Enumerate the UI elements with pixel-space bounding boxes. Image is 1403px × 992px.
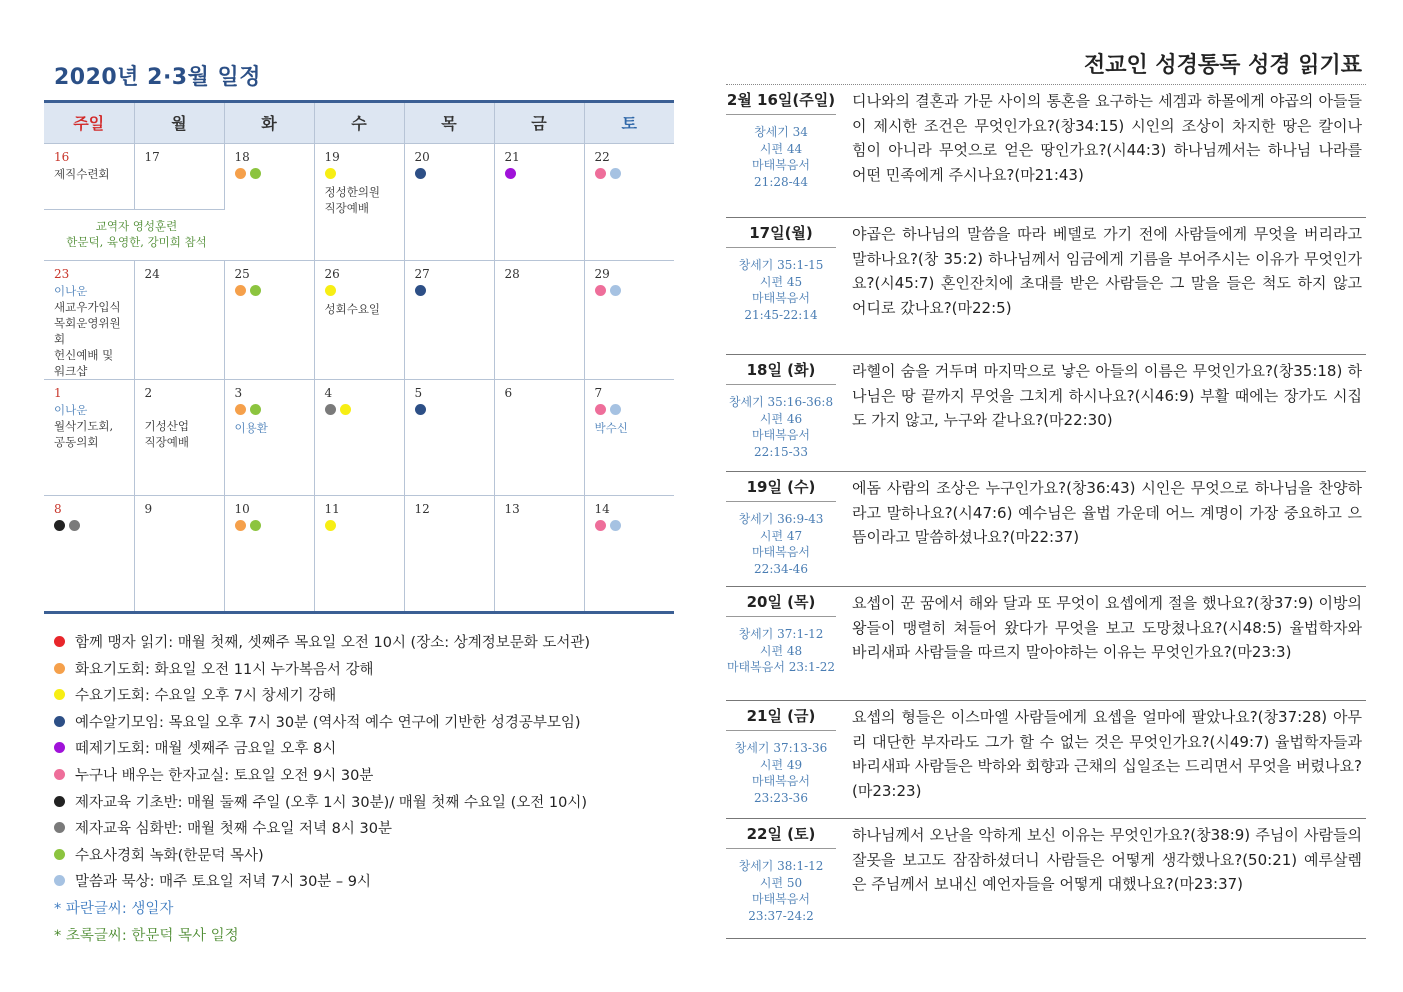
legend-item-text: 누구나 배우는 한자교실: 토요일 오전 9시 30분 (75, 767, 374, 784)
reading-section (726, 50, 1366, 939)
reading-ref-line: 마태복음서 (752, 428, 810, 442)
calendar-table (44, 103, 674, 611)
event-dots (595, 283, 669, 301)
reading-ref-line: 창세기 34 (754, 125, 808, 139)
calendar-day-cell (44, 379, 134, 495)
event-text: 제직수련회 (54, 166, 110, 181)
day-number: 24 (144, 266, 160, 281)
weekday-wed: 수 (314, 103, 404, 143)
calendar-day-cell (134, 379, 224, 495)
yellow-dot-icon (325, 168, 336, 179)
reading-refs (726, 849, 836, 924)
calendar-day-cell (314, 260, 404, 379)
event-text: 정성한의원 (324, 184, 381, 199)
event-dots (415, 283, 488, 301)
event-dots (235, 518, 308, 536)
legend-note-blue: * 파란글씨: 생일자 (54, 900, 174, 917)
reading-ref-line: 21:45-22:14 (744, 307, 818, 322)
event-text: 새교우가입식 (54, 299, 121, 314)
orange-dot-icon (235, 168, 246, 179)
reading-questions: 하나님께서 오난을 악하게 보신 이유는 무엇인가요?(창38:9) 주님이 사람들의 잘못을 보고도 잠잠하셨더니 사람들은 어떻게 생각했나요?(50:21) 예루살렘은 주님께서 보내신 예언자들을 어떻게 대했나요?(마23:37) (852, 826, 1362, 893)
legend-item-text: 화요기도회: 화요일 오전 11시 누가복음서 강해 (75, 661, 374, 678)
pink-dot-icon (595, 285, 606, 296)
reading-ref-line: 시편 48 (759, 643, 803, 658)
event-text: 공동의회 (54, 434, 99, 449)
yellow-dot-icon (325, 285, 336, 296)
reading-entry-left (726, 819, 842, 938)
green-dot-icon (250, 404, 261, 415)
reading-ref-line: 시편 47 (759, 528, 803, 543)
legend-item (54, 763, 674, 790)
span-event-line: 한문덕, 육영한, 강미희 참석 (66, 234, 207, 249)
lightblue-dot-icon (610, 404, 621, 415)
navy-dot-icon (415, 404, 426, 415)
weekday-sun: 주일 (44, 103, 134, 143)
calendar-day-cell (584, 143, 674, 260)
event-text: 직장예배 (324, 200, 369, 215)
calendar-day-cell (314, 495, 404, 611)
navy-dot-icon (415, 285, 426, 296)
event-dots (235, 166, 308, 184)
black-dot-icon (54, 520, 65, 531)
legend-item-text: 제자교육 심화반: 매월 첫째 수요일 저녁 8시 30분 (75, 821, 392, 838)
legend-item (54, 736, 674, 763)
event-text: 목회운영위원회 (54, 315, 121, 346)
reading-entry (726, 701, 1366, 819)
reading-entry-left (726, 701, 842, 818)
reading-ref-line: 마태복음서 (752, 545, 810, 559)
pink-dot-icon (595, 520, 606, 531)
reading-ref-line: 마태복음서 (752, 774, 810, 788)
reading-questions: 라헬이 숨을 거두며 마지막으로 낳은 아들의 이름은 무엇인가요?(창35:18) 하나님은 땅 끝까지 무엇을 그치게 하시나요?(시46:9) 부활 때에는 장가도 시집도 가지 않고, 누구와 같나요?(마22:30) (852, 362, 1362, 429)
legend-item (54, 843, 674, 870)
event-text: 기성산업 (144, 418, 189, 433)
legend-item (54, 630, 674, 657)
reading-entries (726, 85, 1366, 939)
reading-ref-line: 23:37-24:2 (748, 908, 814, 923)
calendar-day-cell (404, 260, 494, 379)
day-number: 10 (234, 501, 250, 516)
reading-refs (726, 731, 836, 806)
legend-item-text: 떼제기도회: 매월 셋째주 금요일 오후 8시 (75, 741, 337, 758)
reading-questions: 에돔 사람의 조상은 누구인가요?(창36:43) 시인은 무엇으로 하나님을 찬양하라고 말하나요?(시47:6) 예수님은 율법 가운데 어느 계명이 가장 중요하고 으뜸이라고 말씀하셨나요?(마22:37) (852, 479, 1362, 546)
event-text: 헌신예배 및 (54, 347, 114, 362)
legend-item-text: 수요사경회 녹화(한문덕 목사) (75, 847, 264, 864)
day-number: 20 (414, 149, 430, 164)
green-dot-icon (250, 168, 261, 179)
calendar-day-cell (494, 260, 584, 379)
reading-ref-line: 23:23-36 (754, 790, 808, 805)
lightblue-dot-icon (610, 168, 621, 179)
legend-item (54, 869, 674, 896)
reading-title: 전교인 성경통독 성경 읽기표 (1083, 53, 1362, 78)
weekday-mon: 월 (134, 103, 224, 143)
reading-ref-line: 시편 46 (759, 411, 803, 426)
day-number: 16 (54, 149, 70, 164)
calendar-day-cell (404, 143, 494, 260)
day-number: 8 (54, 501, 62, 516)
reading-ref-line: 21:28-44 (754, 174, 808, 189)
day-number: 22 (594, 149, 610, 164)
calendar-section (44, 60, 674, 949)
event-dots (325, 283, 398, 301)
legend-item-text: 제자교육 기초반: 매월 둘째 주일 (오후 1시 30분)/ 매월 첫째 수요일 (오전 10시) (75, 794, 588, 811)
event-dots (54, 518, 128, 536)
calendar-day-cell (134, 260, 224, 379)
day-number: 11 (324, 501, 340, 516)
calendar-day-cell (44, 260, 134, 379)
yellow-dot-icon (340, 404, 351, 415)
day-number: 17 (144, 149, 160, 164)
legend (54, 630, 674, 949)
reading-ref-line: 22:34-46 (754, 561, 808, 576)
calendar-week-row (44, 260, 674, 379)
event-dots (325, 402, 398, 420)
reading-ref-line: 시편 50 (759, 875, 803, 890)
event-dots (325, 166, 398, 184)
weekday-sat: 토 (584, 103, 674, 143)
calendar-week-row (44, 495, 674, 611)
reading-questions: 야곱은 하나님의 말씀을 따라 베델로 가기 전에 사람들에게 무엇을 버리라고 말하나요?(창 35:2) 하나님께서 임금에게 기름을 부어주시는 이유가 무엇인가요?(시45:7) 혼인잔치에 초대를 받은 사람들은 그 말을 들은 척도 하지 않고 어디로 갔나요?(마22:5) (852, 225, 1362, 317)
event-text: 성회수요일 (324, 301, 381, 316)
gray-dot-icon (325, 404, 336, 415)
day-number: 21 (504, 149, 520, 164)
reading-entry-left (726, 472, 842, 586)
day-number: 12 (414, 501, 430, 516)
reading-entry (726, 85, 1366, 218)
event-dots (595, 518, 669, 536)
pink-dot-icon (595, 168, 606, 179)
legend-item (54, 683, 674, 710)
day-number: 18 (234, 149, 250, 164)
calendar-day-cell (314, 143, 404, 260)
event-text: 월삭기도회, (54, 418, 114, 433)
reading-entry-left (726, 218, 842, 354)
reading-questions: 요셉의 형들은 이스마엘 사람들에게 요셉을 얼마에 팔았나요?(창37:28) 아무리 대단한 부자라도 그가 할 수 없는 것은 무엇인가요?(시49:7) 율법학자들과 바리새파 사람들은 박하와 회향과 근채의 십일조는 드리면서 무엇을 버렸나요?(마23:23) (852, 708, 1362, 800)
reading-date: 17일(월) (726, 218, 836, 248)
lightblue-dot-icon (610, 520, 621, 531)
reading-ref-line: 시편 45 (759, 274, 803, 289)
reading-refs (726, 248, 836, 323)
reading-date: 22일 (토) (726, 819, 836, 849)
orange-dot-icon (235, 520, 246, 531)
legend-item (54, 790, 674, 817)
event-text: 직장예배 (144, 434, 189, 449)
calendar-day-cell (224, 495, 314, 611)
reading-entry-left (726, 587, 842, 700)
calendar-body (44, 143, 674, 611)
event-dots (235, 283, 308, 301)
event-text (145, 402, 218, 418)
navy-dot-icon (415, 168, 426, 179)
reading-ref-line: 시편 44 (759, 141, 803, 156)
calendar-title: 2020년 2·3월 일정 (54, 65, 262, 90)
red-dot-icon (54, 636, 65, 647)
orange-dot-icon (235, 404, 246, 415)
calendar-day-top (135, 144, 224, 210)
day-number: 27 (414, 266, 430, 281)
calendar-bottom-rule (44, 611, 674, 614)
reading-ref-line: 마태복음서 23:1-22 (726, 660, 836, 674)
event-dots (415, 402, 488, 420)
calendar-week-row (44, 143, 674, 260)
reading-entry (726, 472, 1366, 587)
day-number: 7 (594, 385, 603, 400)
event-text: 이나운 (54, 283, 88, 298)
reading-ref-line: 창세기 37:13-36 (734, 741, 828, 755)
green-dot-icon (250, 285, 261, 296)
day-number: 1 (54, 385, 62, 400)
reading-refs (726, 385, 836, 460)
day-number: 2 (144, 385, 153, 400)
legend-item-text: 함께 맹자 읽기: 매월 첫째, 셋째주 목요일 오전 10시 (장소: 상계정보문화 도서관) (75, 635, 591, 651)
day-number: 29 (594, 266, 610, 281)
event-text: 워크샵 (54, 363, 88, 378)
calendar-day-cell (494, 495, 584, 611)
day-number: 19 (324, 149, 340, 164)
calendar-day-cell (584, 495, 674, 611)
gray-dot-icon (69, 520, 80, 531)
reading-ref-line: 22:15-33 (754, 444, 808, 459)
black-dot-icon (54, 796, 65, 807)
reading-entry (726, 819, 1366, 939)
day-number: 4 (324, 385, 333, 400)
legend-item (54, 657, 674, 684)
green-dot-icon (54, 849, 65, 860)
event-text: 이용환 (234, 420, 268, 435)
yellow-dot-icon (325, 520, 336, 531)
calendar-day-cell (134, 495, 224, 611)
reading-date: 2월 16일(주일) (726, 85, 836, 115)
legend-item-text: 말씀과 묵상: 매주 토요일 저녁 7시 30분 – 9시 (75, 874, 372, 891)
legend-note-green: * 초록글씨: 한문덕 목사 일정 (54, 927, 239, 944)
weekday-thu: 목 (404, 103, 494, 143)
reading-questions: 디나와의 결혼과 가문 사이의 통혼을 요구하는 세겜과 하몰에게 야곱의 아들들이 제시한 조건은 무엇인가요?(창34:15) 시인의 조상이 차지한 땅은 칼이나 힘이 아니라 무엇으로 얻은 땅인가요?(시44:3) 하나님께서는 하나님 나라를 어떤 민족에게 주시나요?(마21:43) (852, 92, 1362, 184)
navy-dot-icon (54, 716, 65, 727)
reading-date: 21일 (금) (726, 701, 836, 731)
weekday-fri: 금 (494, 103, 584, 143)
reading-ref-line: 창세기 37:1-12 (738, 627, 824, 641)
calendar-day-cell (44, 495, 134, 611)
purple-dot-icon (54, 742, 65, 753)
reading-ref-line: 마태복음서 (752, 892, 810, 906)
reading-ref-line: 창세기 35:16-36:8 (728, 395, 834, 409)
legend-item (54, 710, 674, 737)
calendar-day-cell (494, 379, 584, 495)
event-text: 박수신 (594, 420, 628, 435)
reading-ref-line: 마태복음서 (752, 291, 810, 305)
reading-entry (726, 355, 1366, 472)
green-dot-icon (250, 520, 261, 531)
reading-refs (726, 617, 836, 676)
purple-dot-icon (505, 168, 516, 179)
reading-entry-left (726, 85, 842, 217)
yellow-dot-icon (54, 689, 65, 700)
calendar-day-top (44, 144, 134, 210)
calendar-week-row (44, 379, 674, 495)
reading-questions: 요셉이 꾼 꿈에서 해와 달과 또 무엇이 요셉에게 절을 했나요?(창37:9) 이방의 왕들이 맹렬히 쳐들어 왔다가 무엇을 보고 도망쳤나요?(시48:5) 율법학자와 바리새파 사람들을 따르지 말아야하는 이유는 무엇인가요?(마23:3) (852, 594, 1362, 661)
weekday-header-row (44, 103, 674, 143)
reading-date: 18일 (화) (726, 355, 836, 385)
calendar-day-cell (404, 495, 494, 611)
orange-dot-icon (235, 285, 246, 296)
event-dots (325, 518, 398, 536)
lightblue-dot-icon (54, 875, 65, 886)
gray-dot-icon (54, 822, 65, 833)
day-number: 26 (324, 266, 340, 281)
day-number: 13 (504, 501, 520, 516)
day-number: 3 (234, 385, 243, 400)
calendar-day-cell (494, 143, 584, 260)
weekday-tue: 화 (224, 103, 314, 143)
reading-date: 19일 (수) (726, 472, 836, 502)
event-dots (505, 166, 578, 184)
day-number: 23 (54, 266, 70, 281)
reading-ref-line: 창세기 36:9-43 (738, 512, 824, 526)
reading-entry (726, 218, 1366, 355)
calendar-day-cell (404, 379, 494, 495)
span-event (44, 210, 229, 260)
legend-item-text: 예수알기모임: 목요일 오후 7시 30분 (역사적 예수 연구에 기반한 성경공부모임) (75, 714, 581, 731)
day-number: 14 (594, 501, 610, 516)
calendar-day-cell (224, 379, 314, 495)
reading-ref-line: 창세기 35:1-15 (738, 258, 824, 272)
orange-dot-icon (54, 663, 65, 674)
reading-refs (726, 502, 836, 577)
legend-items (54, 630, 674, 896)
day-number: 6 (504, 385, 513, 400)
reading-ref-line: 마태복음서 (752, 158, 810, 172)
event-dots (235, 402, 308, 420)
calendar-day-cell (224, 260, 314, 379)
legend-item-text: 수요기도회: 수요일 오후 7시 창세기 강해 (75, 688, 337, 705)
event-dots (415, 166, 488, 184)
span-event-line: 교역자 영성훈련 (95, 218, 178, 233)
reading-entry (726, 587, 1366, 701)
lightblue-dot-icon (610, 285, 621, 296)
reading-date: 20일 (목) (726, 587, 836, 617)
day-number: 28 (504, 266, 520, 281)
pink-dot-icon (595, 404, 606, 415)
calendar-day-cell (584, 260, 674, 379)
event-text: 이나운 (54, 402, 88, 417)
day-number: 25 (234, 266, 250, 281)
pink-dot-icon (54, 769, 65, 780)
legend-item (54, 816, 674, 843)
reading-refs (726, 115, 836, 190)
day-number: 9 (144, 501, 153, 516)
event-dots (595, 166, 669, 184)
calendar-day-cell (224, 143, 314, 260)
event-dots (595, 402, 669, 420)
reading-ref-line: 시편 49 (759, 757, 803, 772)
reading-ref-line: 창세기 38:1-12 (738, 859, 824, 873)
calendar-day-cell (584, 379, 674, 495)
day-number: 5 (414, 385, 423, 400)
calendar-day-cell (314, 379, 404, 495)
reading-entry-left (726, 355, 842, 471)
